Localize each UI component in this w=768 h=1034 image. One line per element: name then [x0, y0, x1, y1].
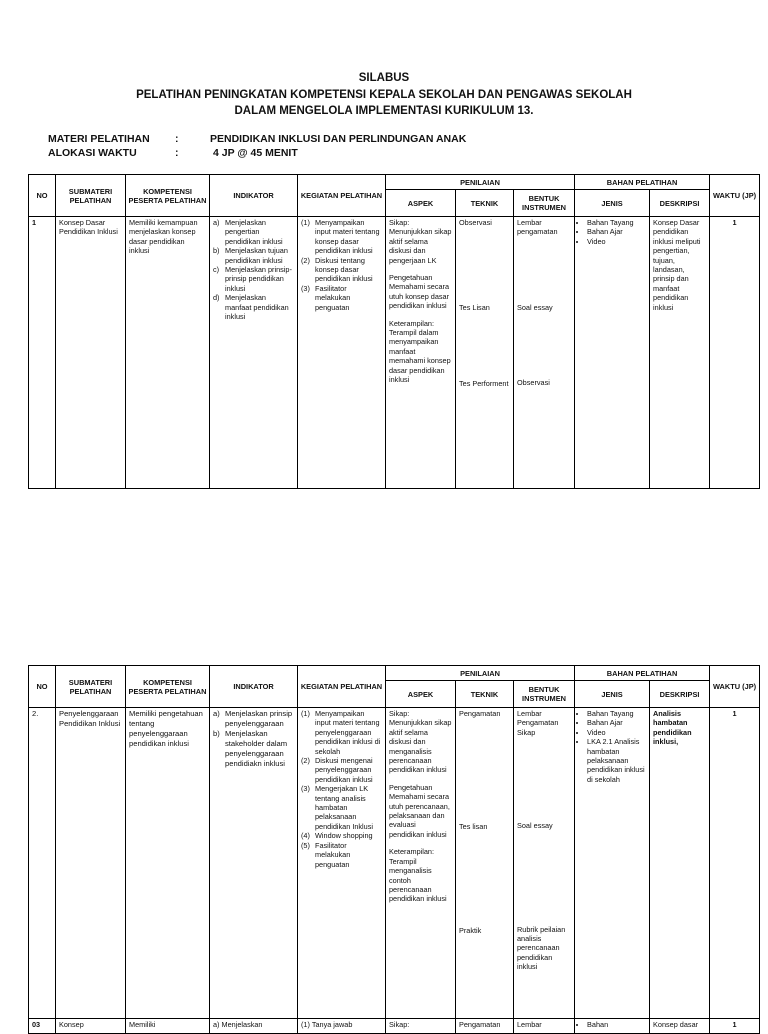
- col-kegiatan: KEGIATAN PELATIHAN: [298, 175, 386, 217]
- list-marker: (3): [301, 784, 310, 794]
- list-item: Menjelaskan prinsip-prinsip pendidikan inklusi: [225, 265, 292, 293]
- row-aspek: [386, 708, 456, 1019]
- meta-materi-value: PENDIDIKAN INKLUSI DAN PERLINDUNGAN ANAK: [210, 133, 467, 145]
- row-bentuk: Lembar: [514, 1019, 575, 1034]
- col-indikator: INDIKATOR: [210, 666, 298, 708]
- col-deskripsi: DESKRIPSI: [650, 190, 710, 217]
- list-marker: d): [213, 293, 220, 303]
- list-marker: (5): [301, 840, 310, 850]
- col-submateri: SUBMATERI PELATIHAN: [56, 175, 126, 217]
- meta-alokasi-value: 4 JP @ 45 MENIT: [213, 147, 298, 159]
- aspek-pengetahuan: Pengetahuan Memahami secara utuh perencanaan, pelaksanaan dan evaluasi pendidikan inklusi: [389, 782, 450, 839]
- list-item: • Video: [587, 728, 646, 737]
- bentuk-1: Lembar pengamatan: [517, 218, 558, 237]
- row-teknik: [456, 708, 514, 1019]
- list-item: Menjelaskan tujuan pendidikan inklusi: [225, 246, 288, 265]
- list-item: Diskusi mengenai penyelenggaraan pendidikan inklusi: [315, 756, 373, 784]
- list-item: Diskusi tentang konsep dasar pendidikan inklusi: [315, 255, 373, 284]
- list-marker: (1): [301, 218, 310, 227]
- row-no: 2.: [29, 708, 56, 1019]
- list-item: Fasilitator melakukan penguatan: [315, 840, 351, 869]
- doc-subtitle-2: DALAM MENGELOLA IMPLEMENTASI KURIKULUM 13.: [234, 105, 534, 117]
- teknik-2: Tes lisan: [459, 822, 488, 832]
- row-submateri: Konsep: [56, 1019, 126, 1034]
- col-jenis: JENIS: [575, 681, 650, 708]
- syllabus-table-2: [28, 665, 760, 1034]
- bentuk-1: Lembar Pengamatan Sikap: [517, 709, 559, 737]
- col-teknik: TEKNIK: [456, 681, 514, 708]
- row-indikator: [210, 217, 298, 489]
- row-bentuk: [514, 217, 575, 489]
- row-kompetensi: Memiliki kemampuan menjelaskan konsep dasar pendidikan inklusi: [126, 217, 210, 489]
- col-bentuk: BENTUK INSTRUMEN: [514, 190, 575, 217]
- list-marker: c): [213, 265, 220, 275]
- col-bentuk: BENTUK INSTRUMEN: [514, 681, 575, 708]
- aspek-keterampilan: Keterampilan: Terampil menganalisis contoh perencanaan pendidikan inklusi: [389, 847, 447, 904]
- list-marker: (1): [301, 709, 310, 718]
- doc-title: SILABUS: [358, 72, 410, 84]
- list-marker: a): [213, 709, 220, 718]
- row-indikator: a) Menjelaskan: [210, 1019, 298, 1034]
- syllabus-table-1: [28, 174, 760, 489]
- list-item: Menyampaikan input materi tentang penyelenggaraan pendidikan inklusi di sekolah: [315, 709, 381, 756]
- list-item: • Video: [587, 237, 646, 246]
- table-row: [29, 217, 760, 489]
- row-no: 1: [29, 217, 56, 489]
- list-marker: a): [213, 218, 220, 227]
- row-deskripsi: Konsep Dasar pendidikan inklusi meliputi pengertian, tujuan, landasan, prinsip dan manfaat pendidikan inklusi: [650, 217, 710, 489]
- doc-subtitle: PELATIHAN PENINGKATAN KOMPETENSI KEPALA SEKOLAH DAN PENGAWAS SEKOLAH: [136, 89, 632, 101]
- col-waktu: WAKTU (JP): [710, 175, 760, 217]
- row-aspek: [386, 217, 456, 489]
- col-kompetensi: KOMPETENSI PESERTA PELATIHAN: [126, 666, 210, 708]
- row-kegiatan: (1) Tanya jawab: [298, 1019, 386, 1034]
- row-bentuk: [514, 708, 575, 1019]
- aspek-sikap: Sikap: Menunjukkan sikap aktif selama diskusi dan pengerjaan LK: [389, 218, 452, 265]
- bentuk-2: Soal essay: [517, 302, 553, 312]
- row-submateri: Penyelenggaraan Pendidikan Inklusi: [56, 708, 126, 1019]
- list-marker: (2): [301, 255, 310, 265]
- row-indikator: [210, 708, 298, 1019]
- aspek-sikap: Sikap: Menunjukkan sikap aktif selama diskusi dan menganalisis perencanaan pendidikan inklusi: [389, 709, 452, 775]
- list-item: • Bahan Tayang: [587, 218, 646, 227]
- meta-colon: :: [175, 147, 179, 159]
- list-item: Menjelaskan stakeholder dalam penyelenggaraan pendidiakn inklusi: [225, 729, 288, 768]
- col-bahan: BAHAN PELATIHAN: [575, 175, 710, 190]
- row-kegiatan: [298, 217, 386, 489]
- row-jenis: [575, 217, 650, 489]
- col-waktu: WAKTU (JP): [710, 666, 760, 708]
- col-penilaian: PENILAIAN: [386, 666, 575, 681]
- teknik-1: Pengamatan: [459, 709, 501, 718]
- table-row: [29, 1019, 760, 1034]
- row-waktu: 1: [710, 708, 760, 1019]
- teknik-3: Tes Performent: [459, 378, 509, 388]
- meta-alokasi: [48, 147, 298, 160]
- list-item: • Bahan: [587, 1020, 646, 1029]
- col-kompetensi: KOMPETENSI PESERTA PELATIHAN: [126, 175, 210, 217]
- teknik-1: Observasi: [459, 218, 492, 227]
- row-aspek: Sikap:: [386, 1019, 456, 1034]
- meta-materi-label: MATERI PELATIHAN: [48, 133, 150, 145]
- list-item: Menjelaskan prinsip penyelenggaraan: [225, 709, 293, 728]
- list-marker: (3): [301, 283, 310, 293]
- list-item: • Bahan Ajar: [587, 227, 646, 236]
- table-row: [29, 708, 760, 1019]
- meta-alokasi-label: ALOKASI WAKTU: [48, 147, 137, 159]
- col-jenis: JENIS: [575, 190, 650, 217]
- row-waktu: 1: [710, 217, 760, 489]
- row-teknik: [456, 217, 514, 489]
- list-marker: b): [213, 246, 220, 256]
- teknik-3: Praktik: [459, 925, 482, 935]
- meta-materi: [48, 133, 466, 146]
- col-bahan: BAHAN PELATIHAN: [575, 666, 710, 681]
- col-no: NO: [29, 666, 56, 708]
- col-submateri: SUBMATERI PELATIHAN: [56, 666, 126, 708]
- bentuk-3: Rubrik peilaian analisis perencanaan pendidikan inklusi: [517, 924, 566, 972]
- row-deskripsi: Konsep dasar: [650, 1019, 710, 1034]
- teknik-2: Tes Lisan: [459, 303, 490, 313]
- list-item: Mengerjakan LK tentang analisis hambatan pelaksanaan pendidikan Inklusi: [315, 784, 374, 831]
- row-waktu: 1: [710, 1019, 760, 1034]
- col-no: NO: [29, 175, 56, 217]
- list-marker: (2): [301, 756, 310, 766]
- col-aspek: ASPEK: [386, 681, 456, 708]
- col-deskripsi: DESKRIPSI: [650, 681, 710, 708]
- row-kompetensi: Memiliki: [126, 1019, 210, 1034]
- row-kegiatan: [298, 708, 386, 1019]
- list-marker: (4): [301, 831, 310, 841]
- list-item: • LKA 2.1 Analisis hambatan pelaksanaan pendidikan inklusi di sekolah: [587, 737, 646, 784]
- col-penilaian: PENILAIAN: [386, 175, 575, 190]
- list-item: Menjelaskan pengertian pendidikan inklusi: [225, 218, 283, 246]
- col-indikator: INDIKATOR: [210, 175, 298, 217]
- row-teknik: Pengamatan: [456, 1019, 514, 1034]
- list-item: Menjelaskan manfaat pendidikan inklusi: [225, 293, 289, 322]
- bentuk-3: Observasi: [517, 378, 550, 388]
- row-jenis: [575, 708, 650, 1019]
- row-deskripsi: Analisis hambatan pendidikan inklusi,: [650, 708, 710, 1019]
- col-teknik: TEKNIK: [456, 190, 514, 217]
- col-kegiatan: KEGIATAN PELATIHAN: [298, 666, 386, 708]
- aspek-keterampilan: Keterampilan: Terampil dalam menyampaikan manfaat memahami konsep dasar pendidikan inklusi: [389, 318, 451, 385]
- list-item: Menyampaikan input materi tentang konsep dasar pendidikan inklusi: [315, 218, 380, 256]
- list-item: • Bahan Ajar: [587, 718, 646, 727]
- list-item: Window shopping: [315, 831, 373, 841]
- row-no: 03: [29, 1019, 56, 1034]
- row-jenis: [575, 1019, 650, 1034]
- list-marker: b): [213, 729, 220, 738]
- bentuk-2: Soal essay: [517, 821, 553, 831]
- aspek-pengetahuan: Pengetahuan Memahami secara utuh konsep dasar pendidikan inklusi: [389, 273, 450, 311]
- row-kompetensi: Memiliki pengetahuan tentang penyelenggaraan pendidikan inklusi: [126, 708, 210, 1019]
- meta-colon: :: [175, 133, 179, 145]
- list-item: Fasilitator melakukan penguatan: [315, 283, 351, 312]
- col-aspek: ASPEK: [386, 190, 456, 217]
- row-submateri: Konsep Dasar Pendidikan Inklusi: [56, 217, 126, 489]
- list-item: • Bahan Tayang: [587, 709, 646, 718]
